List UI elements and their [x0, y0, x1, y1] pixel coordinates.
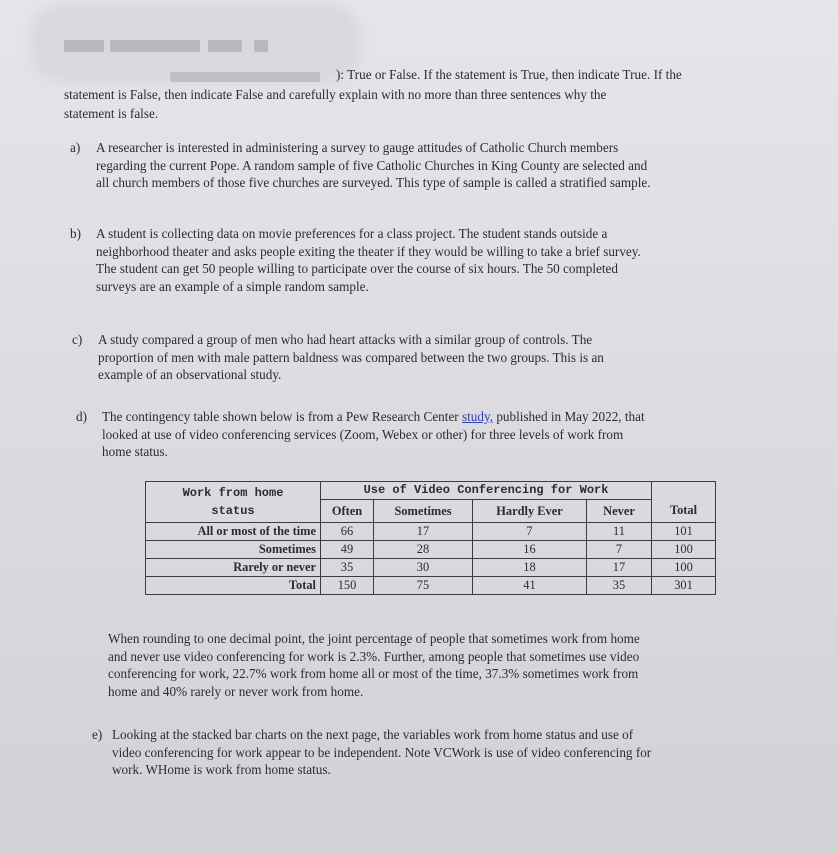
corner-line2: status [211, 504, 255, 518]
question-b-line1: A student is collecting data on movie preferences for a class project. The student stands outside a [96, 226, 608, 241]
question-d-line3: home status. [102, 444, 168, 459]
contingency-table [145, 481, 716, 595]
cell: 41 [473, 577, 587, 595]
cell: 18 [473, 559, 587, 577]
cell-total: 301 [652, 577, 716, 595]
cell: 66 [321, 523, 374, 541]
interpretation-line1: When rounding to one decimal point, the joint percentage of people that sometimes work from home [108, 631, 640, 646]
instructions-line3: statement is false. [64, 106, 159, 121]
cell: 35 [321, 559, 374, 577]
question-e [92, 726, 812, 786]
row-label: Rarely or never [146, 559, 321, 577]
redacted-title-1 [64, 40, 104, 52]
row-label: Total [146, 577, 321, 595]
question-d-line1 [102, 408, 645, 426]
table-interpretation [108, 630, 798, 702]
question-a-line3: all church members of those five churches are surveyed. This type of sample is called a stratified sample. [96, 175, 651, 190]
cell-total: 101 [652, 523, 716, 541]
cell: 7 [473, 523, 587, 541]
question-b-line2: neighborhood theater and asks people exiting the theater if they would be willing to take a brief survey. [96, 243, 641, 259]
question-b-line3: The student can get 50 people willing to participate over the course of six hours. The 50 completed [96, 261, 618, 276]
col-header-hardly-ever: Hardly Ever [473, 500, 587, 523]
group-header: Use of Video Conferencing for Work [321, 482, 652, 500]
table-header-row-1 [146, 482, 716, 500]
question-a-label: a) [70, 140, 81, 155]
question-c [72, 331, 812, 391]
question-e-line1: Looking at the stacked bar charts on the next page, the variables work from home status and use of [112, 727, 634, 742]
study-link[interactable]: study, [461, 409, 494, 424]
redacted-title-4 [254, 40, 268, 52]
cell-total: 100 [652, 541, 716, 559]
cell: 16 [473, 541, 587, 559]
question-d [76, 408, 816, 468]
question-d-text-after: published in May 2022, that [493, 409, 645, 424]
question-b [70, 225, 820, 305]
question-d-label: d) [76, 409, 87, 424]
redacted-title-3 [208, 40, 242, 52]
cell: 150 [321, 577, 374, 595]
col-header-often: Often [321, 500, 374, 523]
question-c-line2: proportion of men with male pattern baldness was compared between the two groups. This is an [98, 349, 604, 365]
question-a [70, 139, 820, 199]
cell: 17 [374, 523, 473, 541]
question-e-line2: video conferencing for work appear to be independent. Note VCWork is use of video conferencing for [112, 744, 652, 760]
row-label: All or most of the time [146, 523, 321, 541]
total-header-spacer [652, 482, 716, 500]
question-a-line2: regarding the current Pope. A random sample of five Catholic Churches in King County are selected and [96, 157, 648, 173]
instructions-line1: ): True or False. If the statement is True, then indicate True. If the [336, 67, 682, 82]
cell-total: 100 [652, 559, 716, 577]
cell: 28 [374, 541, 473, 559]
col-header-total: Total [652, 500, 716, 523]
cell: 49 [321, 541, 374, 559]
table-row [146, 541, 716, 559]
question-b-label: b) [70, 226, 81, 241]
question-e-line3: work. WHome is work from home status. [112, 762, 331, 777]
interpretation-line4: home and 40% rarely or never work from home. [108, 683, 364, 699]
redacted-title-2 [110, 40, 200, 52]
question-a-line1: A researcher is interested in administering a survey to gauge attitudes of Catholic Church members [96, 140, 619, 155]
cell: 11 [587, 523, 652, 541]
question-b-line4: surveys are an example of a simple random sample. [96, 278, 369, 294]
question-c-label: c) [72, 332, 83, 347]
cell: 17 [587, 559, 652, 577]
corner-line1: Work from home [182, 486, 284, 500]
cell: 75 [374, 577, 473, 595]
question-d-line2: looked at use of video conferencing services (Zoom, Webex or other) for three levels of work from [102, 426, 624, 442]
cell: 35 [587, 577, 652, 595]
question-d-text-before: The contingency table shown below is from a Pew Research Center [102, 409, 462, 424]
table-row [146, 559, 716, 577]
interpretation-line2: and never use video conferencing for work is 2.3%. Further, among people that sometimes use video [108, 648, 640, 664]
col-header-sometimes: Sometimes [374, 500, 473, 523]
table-corner-header [146, 482, 321, 523]
cell: 7 [587, 541, 652, 559]
table-row-total [146, 577, 716, 595]
question-c-line1: A study compared a group of men who had heart attacks with a similar group of controls. The [98, 332, 593, 347]
interpretation-line3: conferencing for work, 22.7% work from home all or most of the time, 37.3% sometimes work from [108, 666, 639, 681]
redacted-section-heading [170, 72, 320, 82]
row-label: Sometimes [146, 541, 321, 559]
instructions-line2: statement is False, then indicate False and carefully explain with no more than three sentences why the [64, 87, 607, 102]
table-row [146, 523, 716, 541]
cell: 30 [374, 559, 473, 577]
question-e-label: e) [92, 727, 103, 742]
col-header-never: Never [587, 500, 652, 523]
question-c-line3: example of an observational study. [98, 367, 282, 382]
